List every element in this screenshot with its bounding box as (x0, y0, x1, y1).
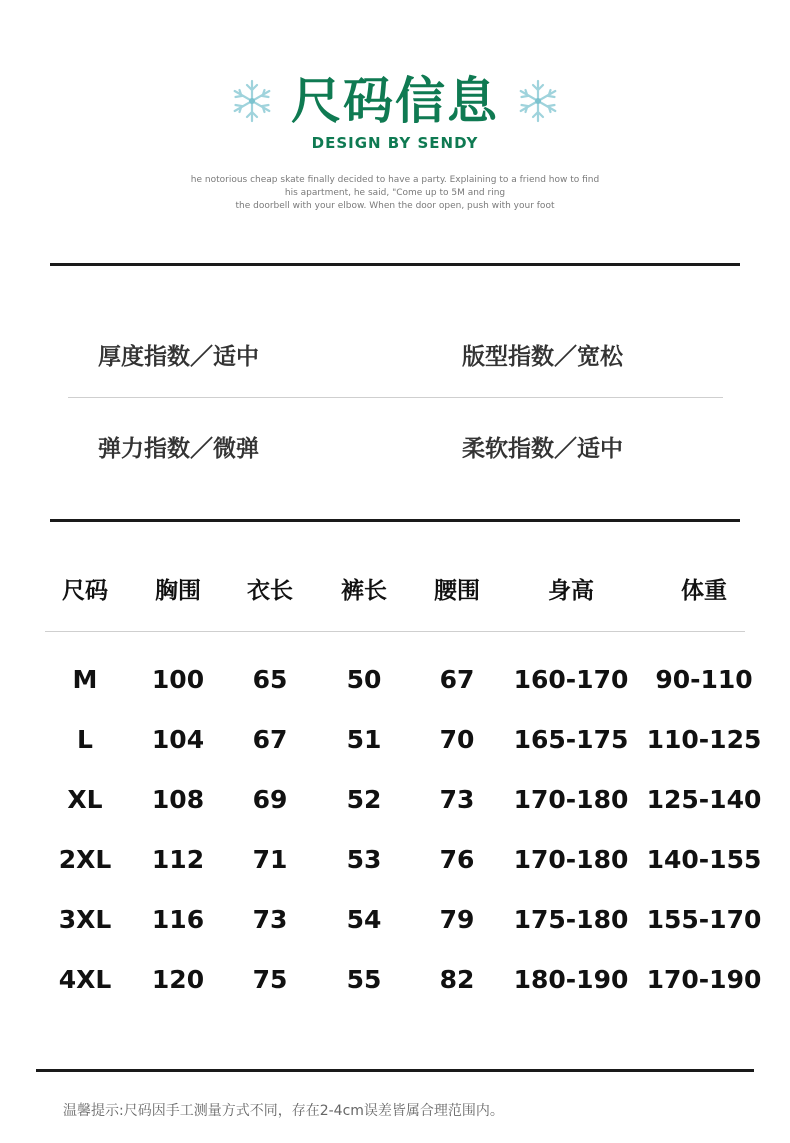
table-header-cell: 衣长 (247, 578, 293, 604)
table-cell: 116 (151, 905, 205, 934)
table-cell: 71 (252, 845, 288, 874)
divider (68, 397, 723, 398)
table-cell: 73 (439, 785, 475, 814)
table-header-cell: 尺码 (62, 578, 108, 604)
table-cell: XL (67, 785, 103, 814)
softness-index: 柔软指数／适中 (462, 436, 623, 462)
blurb-line: his apartment, he said, "Come up to 5M and ring (284, 188, 506, 198)
table-cell: 55 (346, 965, 382, 994)
table-cell: 104 (151, 725, 205, 754)
subtitle: DESIGN BY SENDY (311, 134, 479, 152)
table-cell: 53 (346, 845, 382, 874)
fit-index: 版型指数／宽松 (462, 344, 623, 370)
table-cell: 100 (151, 665, 205, 694)
table-cell: 112 (151, 845, 205, 874)
table-cell: 160-170 (513, 665, 629, 694)
table-cell: 82 (439, 965, 475, 994)
table-cell: 73 (252, 905, 288, 934)
elasticity-index: 弹力指数／微弹 (98, 436, 259, 462)
table-cell: 67 (439, 665, 475, 694)
table-cell: 120 (151, 965, 205, 994)
table-header-cell: 体重 (681, 578, 727, 604)
divider (50, 519, 740, 522)
divider (45, 631, 745, 632)
table-cell: 51 (346, 725, 382, 754)
table-cell: L (77, 725, 93, 754)
table-cell: 3XL (58, 905, 112, 934)
table-header-cell: 腰围 (434, 578, 480, 604)
table-header-cell: 裤长 (341, 578, 387, 604)
blurb-text (95, 174, 695, 213)
title-row (0, 70, 790, 132)
blurb-line: he notorious cheap skate finally decided to have a party. Explaining to a friend how to find (190, 175, 600, 185)
table-cell: 165-175 (513, 725, 629, 754)
table-cell: 170-190 (646, 965, 762, 994)
divider (50, 263, 740, 266)
table-cell: 110-125 (646, 725, 762, 754)
thickness-index: 厚度指数／适中 (98, 344, 259, 370)
table-cell: 79 (439, 905, 475, 934)
table-cell: 69 (252, 785, 288, 814)
page-title: 尺码信息 (291, 72, 499, 130)
blurb-line: the doorbell with your elbow. When the door open, push with your foot (235, 201, 555, 211)
header (0, 0, 790, 230)
table-cell: 4XL (58, 965, 112, 994)
table-header-cell: 胸围 (155, 578, 201, 604)
table-cell: 52 (346, 785, 382, 814)
table-cell: M (72, 665, 98, 694)
table-cell: 175-180 (513, 905, 629, 934)
snowflake-icon (229, 78, 275, 124)
footer-note: 温馨提示:尺码因手工测量方式不同，存在2-4cm误差皆属合理范围内。 (63, 1103, 504, 1119)
table-cell: 2XL (58, 845, 112, 874)
table-cell: 180-190 (513, 965, 629, 994)
table-cell: 155-170 (646, 905, 762, 934)
snowflake-icon (515, 78, 561, 124)
table-cell: 70 (439, 725, 475, 754)
table-cell: 90-110 (655, 665, 753, 694)
table-cell: 50 (346, 665, 382, 694)
table-cell: 54 (346, 905, 382, 934)
table-cell: 170-180 (513, 785, 629, 814)
table-header-cell: 身高 (548, 578, 594, 604)
table-cell: 65 (252, 665, 288, 694)
table-cell: 108 (151, 785, 205, 814)
table-cell: 140-155 (646, 845, 762, 874)
table-cell: 170-180 (513, 845, 629, 874)
divider (36, 1069, 754, 1072)
table-cell: 125-140 (646, 785, 762, 814)
table-cell: 67 (252, 725, 288, 754)
table-cell: 76 (439, 845, 475, 874)
table-cell: 75 (252, 965, 288, 994)
